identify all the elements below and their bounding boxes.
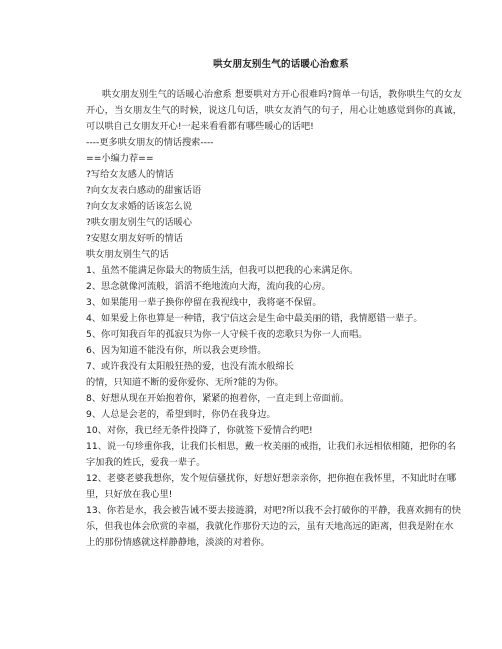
related-link[interactable]: ?向女友表白感动的甜蜜话语 [86, 185, 202, 196]
list-item: 12、老婆老婆我想你，发个短信骚扰你，好想好想亲亲你，把你抱在我怀里，不知此时在哪里，只好放在我心里! [86, 473, 457, 500]
intro-paragraph: 哄女朋友别生气的话暖心治愈系 想要哄对方开心很难吗?简单一句话，教你哄生气的女友开心，当女朋友生气的时候，说这几句话，哄女友消气的句子，用心让她感觉到你的真诚，可以哄自己女朋友开心!一起来看看都有哪些暖心的话吧! [86, 89, 462, 132]
list-item: 7、或许我没有太阳般狂热的爱，也没有流水般绵长 [86, 361, 294, 372]
list-item: 3、如果能用一辈子换你停留在我视线中，我将毫不保留。 [86, 297, 322, 308]
list-item: 9、人总是会老的，希望到时，你仍在我身边。 [86, 409, 276, 420]
list-item: 5、你可知我百年的孤寂只为你一人守候千夜的恋歌只为你一人而唱。 [86, 329, 368, 340]
list-item: 10、对你，我已经无条件投降了，你就签下爱情合约吧! [86, 425, 313, 436]
related-link[interactable]: ?写给女友感人的情话 [86, 169, 174, 180]
related-link[interactable]: ?安慰女朋友好听的情话 [86, 233, 183, 244]
document-title: 哄女朋友别生气的话暖心治愈系 [213, 59, 349, 70]
list-item: 8、好想从现在开始抱着你，紧紧的抱着你，一直走到上帝面前。 [86, 393, 350, 404]
list-item: 2、思念就像河流般，滔滔不绝地流向大海，流向我的心房。 [86, 281, 331, 292]
list-item: 1、虽然不能满足你最大的物质生活，但我可以把我的心来满足你。 [86, 265, 359, 276]
list-item: 6、因为知道不能没有你，所以我会更珍惜。 [86, 345, 267, 356]
list-item: 4、如果爱上你也算是一种错，我宁信这会是生命中最美丽的错，我情愿错一辈子。 [86, 313, 423, 324]
related-link[interactable]: ?哄女朋友别生气的话暖心 [86, 217, 192, 228]
list-item: 13、你若是水，我会被告诫不要去接涟漪，对吧?所以我不会打破你的平静，我喜欢拥有的快乐，但我也体会欣赏的幸福，我就化作那份天边的云，虽有天地高远的距离，但我是附在水上的那份情感就这样静静地，淡淡的对着你。 [86, 505, 461, 548]
list-item: 11、说一句珍重你我，让我们长相思，戴一枚美丽的戒指，让我们永远相依相随，把你的名字加我的姓氏，爱我一辈子。 [86, 441, 457, 468]
related-link[interactable]: ?向女友求婚的话该怎么说 [86, 201, 192, 212]
section-heading: 哄女朋友别生气的话 [86, 249, 169, 260]
list-item: 的情，只知道不断的爱你爱你、无所?能的为你。 [86, 377, 284, 388]
recommend-header: ==小编力荐== [86, 153, 154, 164]
more-search-header: ----更多哄女朋友的情话搜索---- [86, 137, 214, 148]
